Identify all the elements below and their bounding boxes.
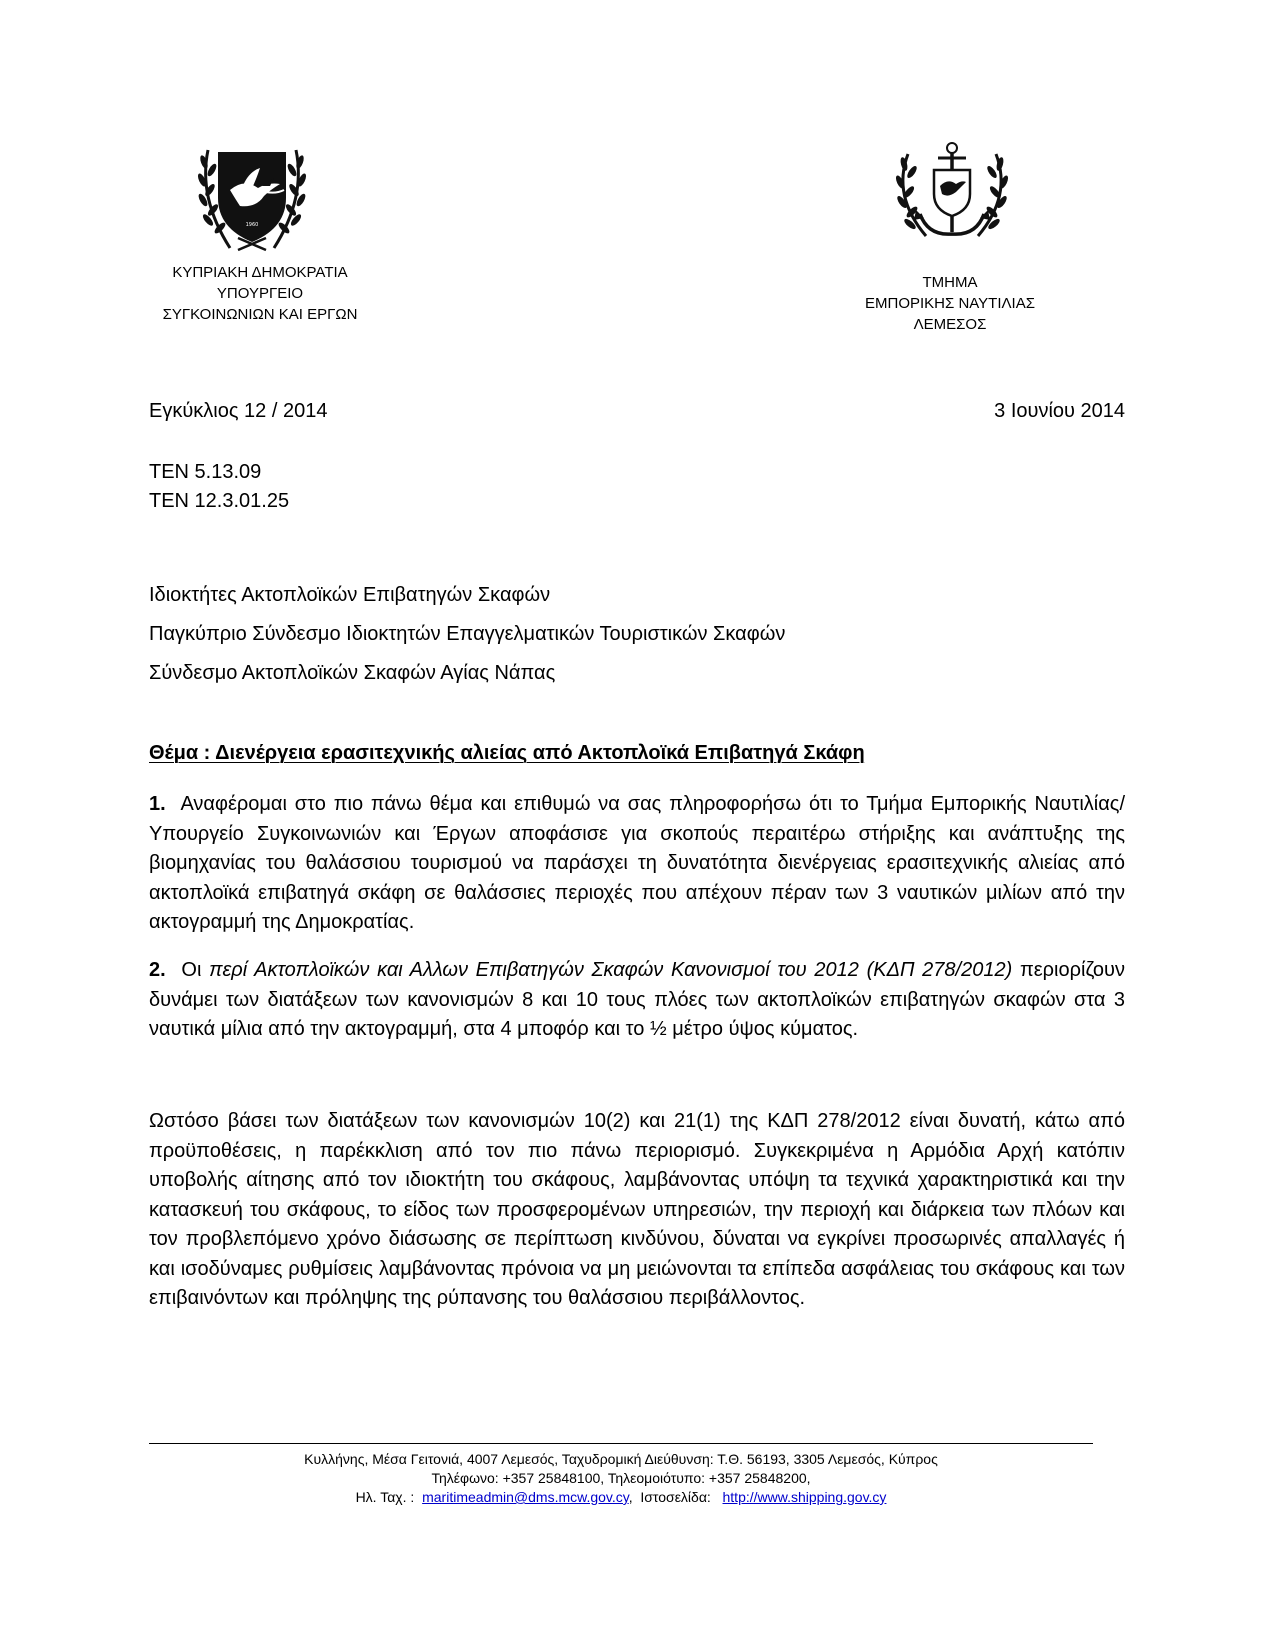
footer-contact-line: Ηλ. Ταχ. : maritimeadmin@dms.mcw.gov.cy, Ιστοσελίδα: http://www.shipping.gov.cy [355, 1489, 887, 1505]
paragraph-number: 2. [149, 959, 166, 981]
email-link[interactable]: maritimeadmin@dms.mcw.gov.cy [422, 1489, 629, 1505]
footer-phones: Τηλέφωνο: +357 25848100, Τηλεομοιότυπο: +357 25848200, [431, 1470, 811, 1486]
cyprus-coat-of-arms-icon [196, 148, 308, 252]
ministry-header-line: ΣΥΓΚΟΙΝΩΝΙΩΝ ΚΑΙ ΕΡΓΩΝ [162, 306, 358, 323]
ministry-header-line: ΚΥΠΡΙΑΚΗ ΔΗΜΟΚΡΑΤΙΑ [172, 264, 348, 281]
department-header-line: ΕΜΠΟΡΙΚΗΣ ΝΑΥΤΙΛΙΑΣ [865, 295, 1035, 312]
website-label: Ιστοσελίδα: [640, 1489, 711, 1505]
regulation-title: περί Ακτοπλοϊκών και Αλλων Επιβατηγών Σκαφών Κανονισμοί του 2012 (ΚΔΠ 278/2012) [209, 959, 1013, 981]
department-header-line: ΛΕΜΕΣΟΣ [913, 316, 987, 333]
footer-address: Κυλλήνης, Μέσα Γειτονιά, 4007 Λεμεσός, Ταχυδρομική Διεύθυνση: Τ.Θ. 56193, 3305 Λεμεσός, Κύπρος [304, 1451, 938, 1467]
recipient: Σύνδεσμο Ακτοπλοϊκών Σκαφών Αγίας Νάπας [149, 662, 556, 684]
paragraph-2 [149, 956, 1125, 1045]
website-link[interactable]: http://www.shipping.gov.cy [722, 1489, 887, 1505]
department-header [820, 272, 1080, 335]
paragraph-text: Ωστόσο βάσει των διατάξεων των κανονισμών 10(2) και 21(1) της ΚΔΠ 278/2012 είναι δυνατή, κάτω από προϋποθέσεις, η παρέκκλιση από τον πιο πάνω περιορισμό. Συγκεκριμένα η Αρμόδια Αρχή κατόπιν υποβολής αίτησης από τον ιδιοκτήτη του σκάφους, λαμβάνοντας υπόψη τα τεχνικά χαρακτηριστικά και την κατασκευή του σκάφους, το είδος των προσφερομένων υπηρεσιών, την περιοχή και διάρκεια των πλόων και τον προβλεπόμενο χρόνο διάσωσης σε περίπτωση κινδύνου, δύναται να εγκρίνει προσωρινές απαλλαγές ή και ισοδύναμες ρυθμίσεις λαμβάνοντας πρόνοια να μη μειώνονται τα επίπεδα ασφάλειας του σκάφους και των επιβαινόντων και πρόληψης της ρύπανσης του θαλάσσιου περιβάλλοντος. [149, 1110, 1125, 1309]
paragraph-3 [149, 1107, 1125, 1314]
recipient: Παγκύπριο Σύνδεσμο Ιδιοκτητών Επαγγελματικών Τουριστικών Σκαφών [149, 623, 786, 645]
ministry-header-line: ΥΠΟΥΡΓΕΙΟ [216, 285, 304, 302]
department-header-line: ΤΜΗΜΑ [922, 274, 978, 291]
paragraph-text: περιορίζουν δυνάμει των διατάξεων των κανονισμών 8 και 10 τους πλόες των ακτοπλοϊκών επιβατηγών σκαφών στα 3 ναυτικά μίλια από την ακτογραμμή, στα 4 μποφόρ και το ½ μέτρο ύψος κύματος. [149, 959, 1125, 1040]
ministry-header [100, 262, 420, 325]
file-reference: ΤΕΝ 5.13.09 [149, 461, 262, 483]
paragraph-1 [149, 790, 1125, 938]
merchant-shipping-anchor-emblem-icon [890, 140, 1014, 244]
paragraph-text: Αναφέρομαι στο πιο πάνω θέμα και επιθυμώ να σας πληροφορήσω ότι το Τμήμα Εμπορικής Ναυτιλίας/Υπουργείο Συγκοινωνιών και Έργων αποφάσισε για σκοπούς περαιτέρω στήριξης και ανάπτυξης της βιομηχανίας του θαλάσσιου τουρισμού να παράσχει τη δυνατότητα διενέργειας ερασιτεχνικής αλιείας από ακτοπλοϊκά επιβατηγά σκάφη σε θαλάσσιες περιοχές που απέχουν πέραν των 3 ναυτικών μιλίων από την ακτογραμμή της Δημοκρατίας. [149, 793, 1126, 933]
document-date: 3 Ιουνίου 2014 [994, 400, 1125, 422]
paragraph-number: 1. [149, 793, 166, 815]
paragraph-prefix: Οι [181, 959, 202, 981]
circular-number: Εγκύκλιος 12 / 2014 [149, 400, 328, 422]
footer [149, 1450, 1093, 1507]
emblem-year-text: 1960 [245, 222, 259, 228]
email-label: Ηλ. Ταχ. : [355, 1489, 415, 1505]
file-reference: ΤΕΝ 12.3.01.25 [149, 490, 290, 512]
subject-line: Θέμα : Διενέργεια ερασιτεχνικής αλιείας από Ακτοπλοϊκά Επιβατηγά Σκάφη [149, 742, 865, 764]
recipients-list [149, 576, 785, 693]
file-references [149, 458, 289, 516]
recipient: Ιδιοκτήτες Ακτοπλοϊκών Επιβατηγών Σκαφών [149, 584, 551, 606]
footer-divider [149, 1443, 1093, 1444]
